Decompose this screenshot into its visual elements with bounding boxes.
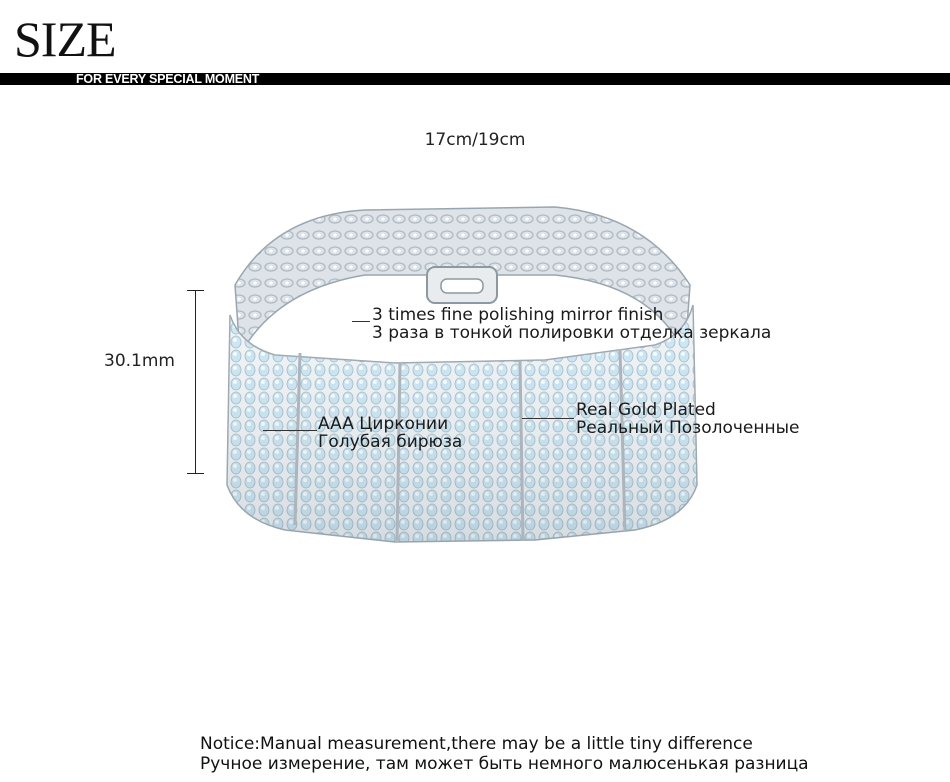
height-dimension-top-tick — [187, 290, 204, 291]
polish-label-en: 3 times fine polishing mirror finish — [372, 305, 664, 325]
length-dimension: 17cm/19cm — [424, 130, 526, 150]
height-dimension-line — [195, 290, 196, 474]
stone-callout — [318, 415, 462, 451]
polish-leader-line — [352, 321, 370, 322]
stone-leader-line — [263, 430, 317, 431]
polish-callout — [372, 306, 771, 342]
bracelet-image — [215, 195, 705, 550]
stone-label-en: AAA Цирконии — [318, 414, 449, 434]
plating-callout — [576, 401, 800, 437]
plating-label-en: Real Gold Plated — [576, 400, 716, 420]
stone-label-ru: Голубая бирюза — [318, 432, 463, 452]
notice — [200, 734, 809, 774]
size-heading: SIZE — [14, 11, 116, 67]
plating-label-ru: Реальный Позолоченные — [576, 418, 800, 438]
plating-leader-line — [522, 418, 574, 419]
tagline: FOR EVERY SPECIAL MOMENT — [76, 72, 260, 86]
notice-en: Notice:Manual measurement,there may be a little tiny difference — [200, 734, 753, 754]
notice-ru: Ручное измерение, там может быть немного малюсенькая разница — [200, 754, 809, 774]
width-dimension: 30.1mm — [104, 351, 175, 371]
polish-label-ru: 3 раза в тонкой полировки отделка зеркала — [372, 323, 772, 343]
height-dimension-bottom-tick — [187, 473, 204, 474]
